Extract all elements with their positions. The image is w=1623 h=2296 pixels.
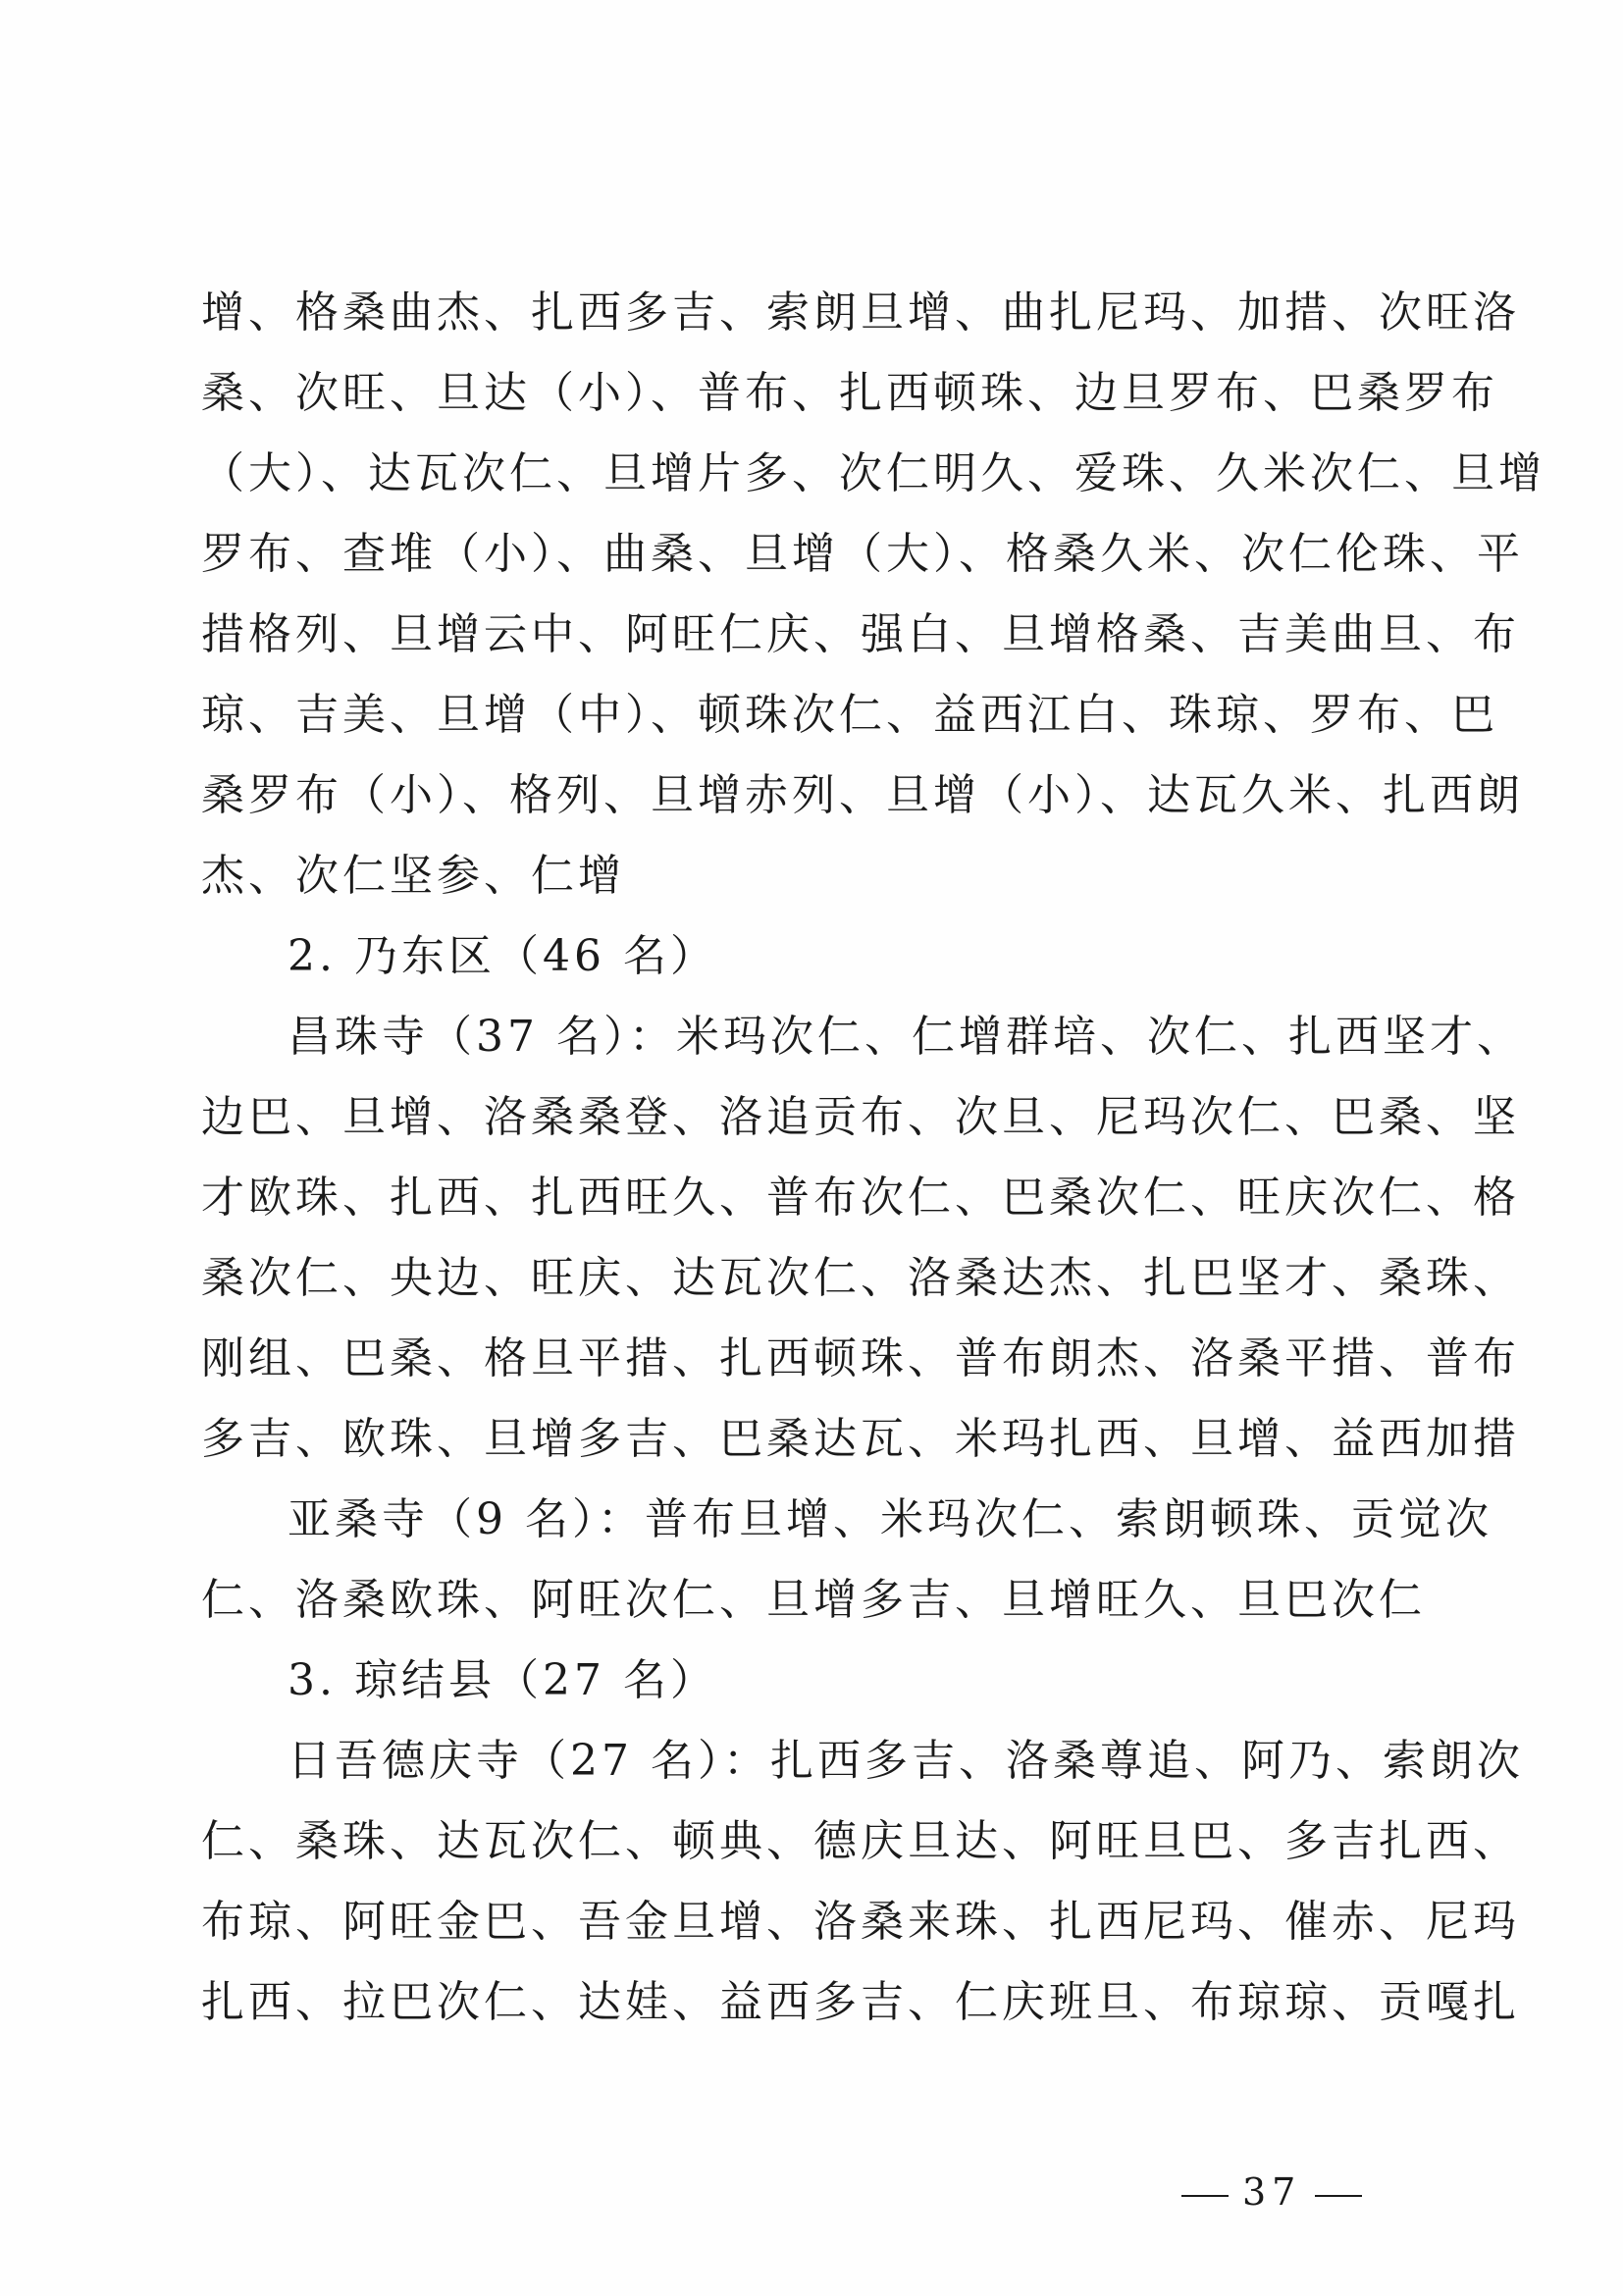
text-line: 多吉、欧珠、旦增多吉、巴桑达瓦、米玛扎西、旦增、益西加措 <box>201 1414 1520 1464</box>
text-line: 桑次仁、央边、旺庆、达瓦次仁、洛桑达杰、扎巴坚才、桑珠、 <box>201 1253 1520 1303</box>
page-number: 37 <box>1242 2170 1302 2214</box>
text-line: 刚组、巴桑、格旦平措、扎西顿珠、普布朗杰、洛桑平措、普布 <box>201 1333 1520 1383</box>
left-dash <box>1181 2195 1229 2197</box>
text-line: 琼、吉美、旦增（中）、顿珠次仁、益西江白、珠琼、罗布、巴 <box>201 690 1498 740</box>
text-line: 边巴、旦增、洛桑桑登、洛追贡布、次旦、尼玛次仁、巴桑、坚 <box>201 1092 1520 1142</box>
right-dash <box>1315 2195 1362 2197</box>
text-line: 才欧珠、扎西、扎西旺久、普布次仁、巴桑次仁、旺庆次仁、格 <box>201 1173 1520 1223</box>
text-line: 昌珠寺（37 名）：米玛次仁、仁增群培、次仁、扎西坚才、 <box>288 1012 1524 1062</box>
document-body <box>201 273 1545 2043</box>
text-line: 措格列、旦增云中、阿旺仁庆、强白、旦增格桑、吉美曲旦、布 <box>201 609 1520 659</box>
text-line: 日吾德庆寺（27 名）：扎西多吉、洛桑尊追、阿乃、索朗次 <box>288 1736 1524 1786</box>
text-line: 布琼、阿旺金巴、吾金旦增、洛桑来珠、扎西尼玛、催赤、尼玛 <box>201 1897 1520 1947</box>
section-heading-qiongjie: 3. 琼结县（27 名） <box>288 1655 717 1705</box>
text-line: 罗布、查堆（小）、曲桑、旦增（大）、格桑久米、次仁伦珠、平 <box>201 529 1524 579</box>
text-line: 仁、桑珠、达瓦次仁、顿典、德庆旦达、阿旺旦巴、多吉扎西、 <box>201 1816 1520 1866</box>
text-line: 仁、洛桑欧珠、阿旺次仁、旦增多吉、旦增旺久、旦巴次仁 <box>201 1575 1426 1625</box>
text-line: 增、格桑曲杰、扎西多吉、索朗旦增、曲扎尼玛、加措、次旺洛 <box>201 287 1520 338</box>
text-line: （大）、达瓦次仁、旦增片多、次仁明久、爱珠、久米次仁、旦增 <box>201 448 1545 498</box>
text-line: 亚桑寺（9 名）：普布旦增、米玛次仁、索朗顿珠、贡觉次 <box>288 1494 1492 1544</box>
text-line: 桑、次旺、旦达（小）、普布、扎西顿珠、边旦罗布、巴桑罗布 <box>201 368 1498 418</box>
page-number-footer <box>1168 2170 1374 2214</box>
text-line: 桑罗布（小）、格列、旦增赤列、旦增（小）、达瓦久米、扎西朗 <box>201 770 1524 820</box>
text-line: 扎西、拉巴次仁、达娃、益西多吉、仁庆班旦、布琼琼、贡嘎扎 <box>201 1977 1520 2027</box>
text-line: 杰、次仁坚参、仁增 <box>201 851 625 901</box>
section-heading-naidong: 2. 乃东区（46 名） <box>288 931 717 981</box>
